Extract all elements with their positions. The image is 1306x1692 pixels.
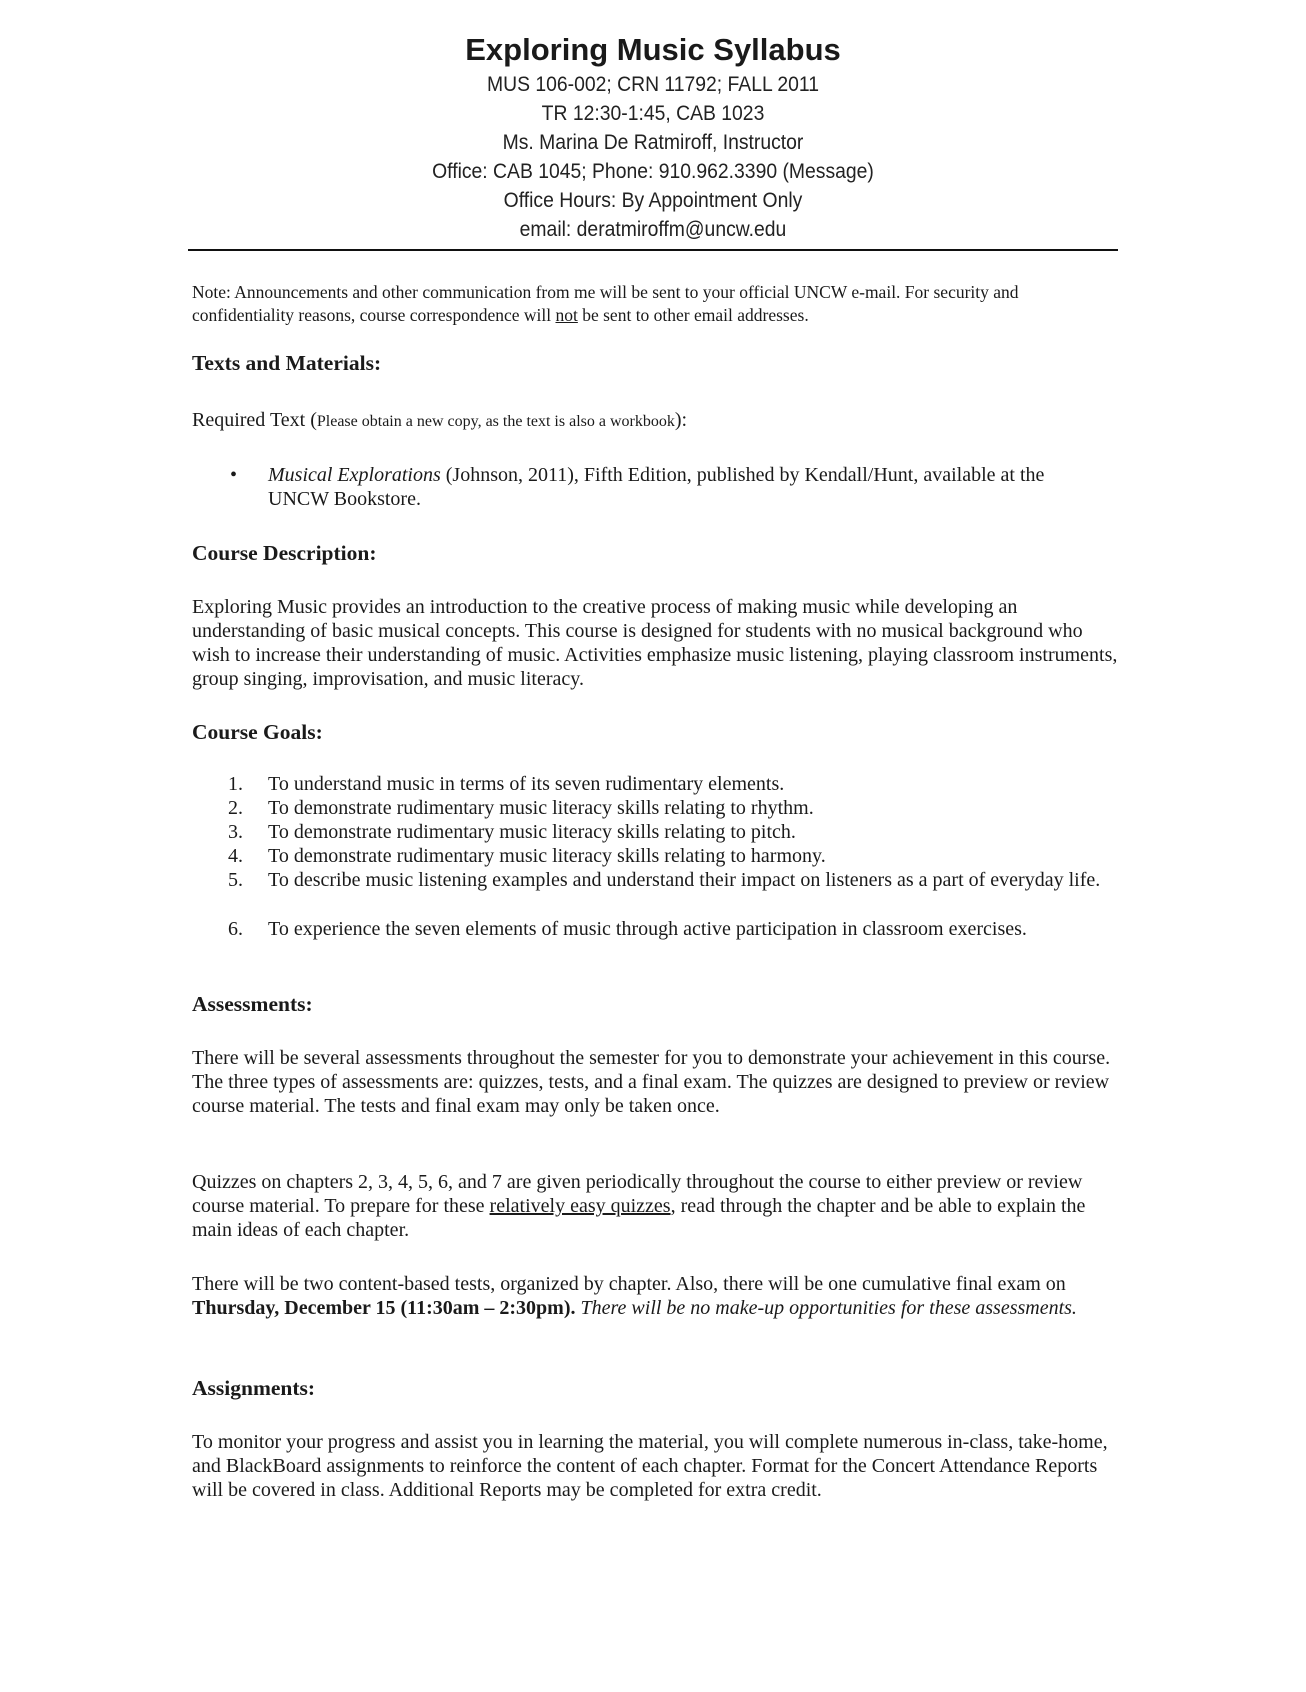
assessments-paragraph-3: There will be two content-based tests, organized by chapter. Also, there will be one cumulative final exam on Thursday, December 15 (11:30am – 2:30pm). There will be no make-up opportunities for these assessments. bbox=[192, 1273, 1077, 1319]
assessments-heading: Assessments: bbox=[192, 992, 313, 1016]
course-description-heading: Course Description: bbox=[192, 541, 377, 565]
office-hours-line: Office Hours: By Appointment Only bbox=[503, 188, 803, 212]
course-description-text: Exploring Music provides an introduction to the creative process of making music while developing an understanding of basic musical concepts. This course is designed for students with no musical background who wish to increase their understanding of music. Activities emphasize music listening, playing classroom instruments, group singing, improvisation, and music literacy. bbox=[192, 596, 1118, 690]
note-underlined-word: not bbox=[555, 305, 578, 325]
email-line: email: deratmiroffm@uncw.edu bbox=[519, 217, 787, 241]
schedule-line: TR 12:30-1:45, CAB 1023 bbox=[541, 101, 765, 125]
assignments-heading: Assignments: bbox=[192, 1376, 316, 1400]
header-divider bbox=[188, 249, 1118, 251]
book-title: Musical Explorations bbox=[268, 464, 441, 486]
email-note: Note: Announcements and other communication from me will be sent to your official UNCW e-mail. For security and confidentiality reasons, course correspondence will not be sent to other email addresses. bbox=[192, 282, 1019, 325]
assessments-paragraph-1: There will be several assessments throughout the semester for you to demonstrate your achievement in this course. The three types of assessments are: quizzes, tests, and a final exam. The quizzes are designed to preview or review course material. The tests and final exam may only be taken once. bbox=[192, 1047, 1111, 1117]
final-exam-date: Thursday, December 15 (11:30am – 2:30pm). bbox=[192, 1297, 576, 1319]
bullet-icon: • bbox=[230, 464, 238, 486]
document-title: Exploring Music Syllabus bbox=[465, 32, 841, 67]
course-line: MUS 106-002; CRN 11792; FALL 2011 bbox=[486, 72, 820, 96]
required-text-line: Required Text (Please obtain a new copy, as the text is also a workbook): bbox=[192, 409, 688, 431]
assessments-paragraph-2: Quizzes on chapters 2, 3, 4, 5, 6, and 7 are given periodically throughout the course to either preview or review course material. To prepare for these relatively easy quizzes, read through the chapter and be able to explain the main ideas of each chapter. bbox=[192, 1171, 1086, 1241]
office-line: Office: CAB 1045; Phone: 910.962.3390 (Message) bbox=[432, 159, 874, 183]
course-goals-heading: Course Goals: bbox=[192, 720, 323, 744]
texts-materials-heading: Texts and Materials: bbox=[192, 351, 382, 375]
assignments-text: To monitor your progress and assist you in learning the material, you will complete numerous in-class, take-home, and BlackBoard assignments to reinforce the content of each chapter. Format for the Concert Attendance Reports will be covered in class. Additional Reports may be completed for extra credit. bbox=[192, 1431, 1108, 1501]
syllabus-page: Exploring Music Syllabus MUS 106-002; CRN 11792; FALL 2011 TR 12:30-1:45, CAB 1023 Ms. Marina De Ratmiroff, Instructor Office: CAB 1045; Phone: 910.962.3390 (Message) Office Hours: By Appointment Only email: deratmiroffm@uncw.edu Note: Announcements and other communication from me will be sent to your official UNCW e-mail. For security and confidentiality reasons, course correspondence will not be sent to other email addresses. Texts and Materials: Required Text (Please obtain a new copy, as the text is also a workbook): • Musical Explorations (Johnson, 2011), Fifth Edition, published by Kendall/Hunt, available at the UNCW Bookstore. Course Description: Exploring Music provides an introduction to the creative process of making music while developing an understanding of basic musical concepts. This course is designed for students with no musical background who wish to increase their understanding of music. Activities emphasize music listening, playing classroom instruments, group singing, improvisation, and music literacy. Course Goals: 1. To understand music in terms of its seven rudimentary elements. 2. To demonstrate rudimentary music literacy skills relating to rhythm. 3. To demonstrate rudimentary music literacy skills relating to pitch. 4. To demonstrate rudimentary music literacy skills relating to harmony. 5. To describe music listening examples and understand their impact on listeners as a part of everyday life. 6. To experience the seven elements of music through active participation in classroom exercises. Assessments: There will be several assessments throughout the semester for you to demonstrate your achievement in this course. The three types of assessments are: quizzes, tests, and a final exam. The quizzes are designed to preview or review course material. The tests and final exam may only be taken once. Quizzes on chapters 2, 3, 4, 5, 6, and 7 are given periodically throughout the course to either preview or review course material. To prepare for these relatively easy quizzes, read through the chapter and be able to explain the main ideas of each chapter. There will be two content-based tests, organized by chapter. Also, there will be one cumulative final exam on Thursday, December 15 (11:30am – 2:30pm). There will be no make-up opportunities for these assessments. Assignments: To monitor your progress and assist you in learning the material, you will complete numerous in-class, take-home, and BlackBoard assignments to reinforce the content of each chapter. Format for the Concert Attendance Reports will be covered in class. Additional Reports may be completed for extra credit. bbox=[0, 0, 1306, 1692]
instructor-line: Ms. Marina De Ratmiroff, Instructor bbox=[502, 130, 804, 154]
textbook-list-item: • Musical Explorations (Johnson, 2011), Fifth Edition, published by Kendall/Hunt, available at the UNCW Bookstore. bbox=[230, 464, 1045, 510]
